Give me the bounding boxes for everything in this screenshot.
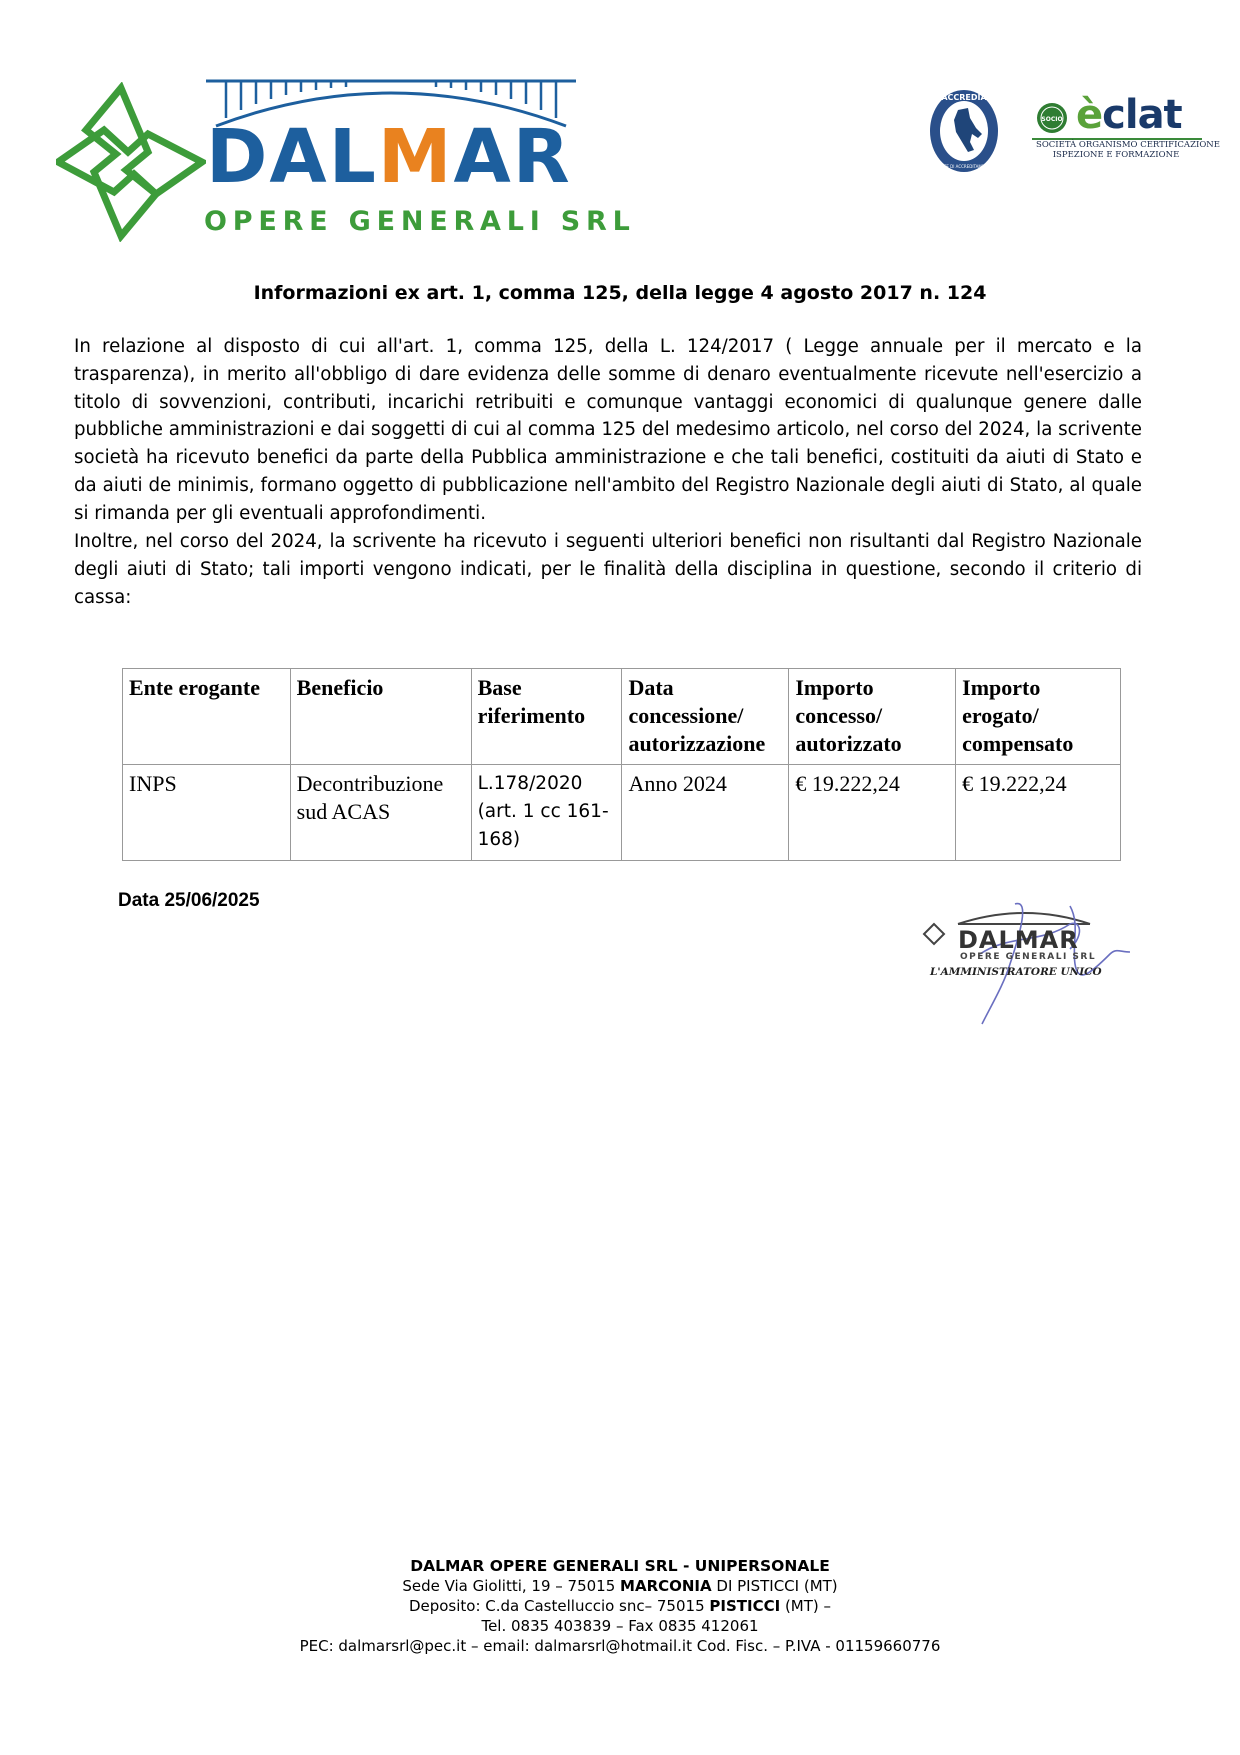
footer-phone: Tel. 0835 403839 – Fax 0835 412061 <box>481 1617 759 1635</box>
additional-benefits-paragraph: Inoltre, nel corso del 2024, la scrivente ha ricevuto i seguenti ulteriori benefici non risultanti dal Registro Nazionale degli aiuti di Stato; tali importi vengono indicati, per le finalità della disciplina in questione, secondo il criterio di cassa: <box>74 531 1142 608</box>
header-importo-concesso: Importo concesso/ autorizzato <box>789 669 956 765</box>
accredia-ring-text: L'ENTE DI ACCREDITAMENTO <box>935 164 993 169</box>
document-date: Data 25/06/2025 <box>118 890 260 911</box>
signature-icon <box>920 894 1140 1034</box>
cell-ente: INPS <box>123 765 291 861</box>
socio-badge-icon <box>1032 98 1072 138</box>
cell-importo-concesso: € 19.222,24 <box>789 765 956 861</box>
header-importo-erogato: Importo erogato/ compensato <box>956 669 1121 765</box>
brand-name: DALMAR <box>206 114 572 200</box>
benefits-table <box>122 668 1121 861</box>
stamp-role: L'AMMINISTRATORE UNICO <box>930 966 1102 978</box>
eclat-name: èclat <box>1076 92 1182 138</box>
header-beneficio: Beneficio <box>290 669 471 765</box>
footer-address: Sede Via Giolitti, 19 – 75015 MARCONIA DI PISTICCI (MT) <box>402 1577 838 1595</box>
accredia-seal-icon <box>928 88 1000 174</box>
stamp-subtitle: OPERE GENERALI SRL <box>960 952 1097 962</box>
table-row <box>123 765 1121 861</box>
intro-paragraph: In relazione al disposto di cui all'art. 1, comma 125, della L. 124/2017 ( Legge annuale per il mercato e la trasparenza), in merito all'obbligo di dare evidenza delle somme di denaro eventualmente ricevute nell'esercizio a titolo di sovvenzioni, contributi, incarichi retribuiti e comunque vantaggi economici di qualunque genere dalle pubbliche amministrazioni e dai soggetti di cui al comma 125 del medesimo articolo, nel corso del 2024, la scrivente società ha ricevuto benefici da parte della Pubblica amministrazione e che tali benefici, costituiti da aiuti di Stato e da aiuti de minimis, formano oggetto di pubblicazione nell'ambito del Registro Nazionale degli aiuti di Stato, al quale si rimanda per gli eventuali approfondimenti. <box>74 336 1142 524</box>
page-footer <box>0 1556 1240 1656</box>
footer-company: DALMAR OPERE GENERALI SRL - UNIPERSONALE <box>410 1557 830 1575</box>
company-stamp-signature <box>920 894 1140 1034</box>
footer-deposit: Deposito: C.da Castelluccio snc– 75015 PISTICCI (MT) – <box>408 1597 832 1615</box>
header-data-concessione: Data concessione/ autorizzazione <box>622 669 789 765</box>
eclat-caption: SOCIETÀ ORGANISMO CERTIFICAZIONE ISPEZIONE E FORMAZIONE <box>1036 140 1220 160</box>
stamp-company-name: DALMAR <box>958 926 1079 954</box>
cell-data: Anno 2024 <box>622 765 789 861</box>
document-title: Informazioni ex art. 1, comma 125, della legge 4 agosto 2017 n. 124 <box>253 282 987 304</box>
cell-beneficio: Decontribuzione sud ACAS <box>290 765 471 861</box>
header-ente-erogante: Ente erogante <box>123 669 291 765</box>
socio-text: SOCIO <box>1041 116 1063 123</box>
header-base-riferimento: Base riferimento <box>471 669 622 765</box>
cell-importo-erogato: € 19.222,24 <box>956 765 1121 861</box>
footer-contacts: PEC: dalmarsrl@pec.it – email: dalmarsrl@hotmail.it Cod. Fisc. – P.IVA - 01159660776 <box>299 1637 941 1655</box>
company-logo <box>56 78 636 248</box>
brand-subtitle: OPERE GENERALI SRL <box>204 206 636 237</box>
logo-arrows-icon <box>56 82 206 242</box>
eclat-logo <box>1032 92 1220 168</box>
table-header-row <box>123 669 1121 765</box>
accredia-text: ACCREDIA <box>941 93 987 102</box>
cell-base: L.178/2020 (art. 1 cc 161-168) <box>471 765 622 861</box>
